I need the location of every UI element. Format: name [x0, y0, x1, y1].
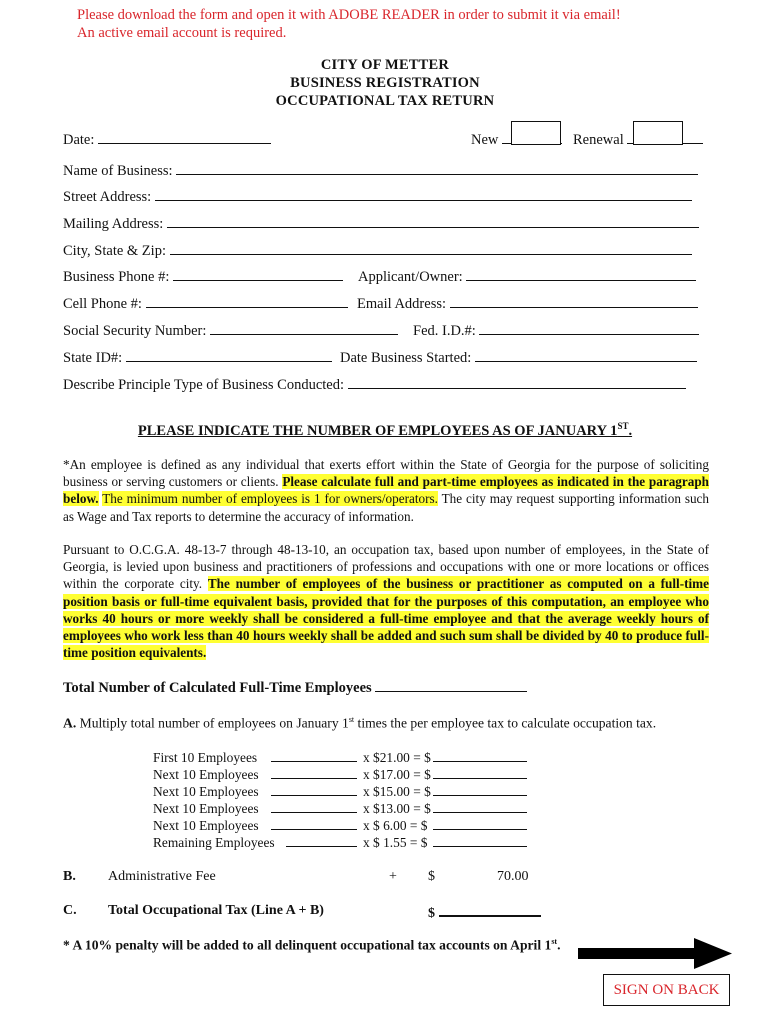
- email-address-field[interactable]: [450, 295, 698, 308]
- fed-id-label: Fed. I.D.#:: [413, 323, 476, 339]
- sign-on-back-button[interactable]: SIGN ON BACK: [603, 974, 730, 1006]
- ssn-field[interactable]: [210, 322, 398, 335]
- total-tax-label: Total Occupational Tax (Line A + B): [108, 903, 324, 918]
- state-id-label: State ID#:: [63, 350, 123, 366]
- employee-count-field[interactable]: [271, 784, 357, 796]
- ssn-label: Social Security Number:: [63, 323, 207, 339]
- tax-row: Next 10 Employees x $17.00 = $: [153, 766, 527, 783]
- form-title: OCCUPATIONAL TAX RETURN: [275, 93, 495, 109]
- date-label: Date:: [63, 132, 95, 148]
- tax-row: Remaining Employees x $ 1.55 = $: [153, 834, 527, 851]
- employee-count-field[interactable]: [271, 801, 357, 813]
- email-address-row: [357, 295, 698, 313]
- notice-line-1: Please download the form and open it with ADOBE READER in order to submit it via email!: [77, 7, 621, 23]
- city-state-zip-row: [63, 242, 692, 260]
- date-started-field[interactable]: [475, 349, 697, 362]
- applicant-owner-row: [358, 268, 696, 286]
- tax-row: First 10 Employees x $21.00 = $: [153, 749, 527, 766]
- new-checkbox[interactable]: [511, 121, 561, 145]
- street-address-field[interactable]: [155, 188, 692, 201]
- employee-count-field[interactable]: [271, 767, 357, 779]
- date-started-label: Date Business Started:: [340, 350, 472, 366]
- business-type-row: [63, 376, 686, 394]
- admin-fee-dollar: $: [428, 869, 435, 884]
- business-name-field[interactable]: [176, 162, 698, 175]
- employee-definition-paragraph: *An employee is defined as any individual that exerts effort within the State of Georgia for the purpose of soliciting business or serving customers or clients. Please calculate full and part-time employees as indicated in the paragraph below. The minimum number of employees is 1 for owners/operators. The city may request supporting information such as Wage and Tax reports to determine the accuracy of information.: [63, 457, 710, 524]
- tax-row: Next 10 Employees x $15.00 = $: [153, 783, 527, 800]
- tax-amount-field[interactable]: [433, 767, 527, 779]
- street-address-label: Street Address:: [63, 189, 152, 205]
- total-tax-field[interactable]: [439, 903, 541, 917]
- admin-fee-label: Administrative Fee: [108, 869, 216, 884]
- employees-heading: PLEASE INDICATE THE NUMBER OF EMPLOYEES AS OF JANUARY 1ST.: [137, 421, 633, 439]
- city-state-zip-field[interactable]: [170, 242, 692, 255]
- fed-id-row: [413, 322, 699, 340]
- form-subtitle: BUSINESS REGISTRATION: [290, 75, 480, 91]
- cell-phone-field[interactable]: [146, 295, 348, 308]
- line-c-letter: C.: [63, 903, 77, 918]
- total-employees-row: [63, 679, 527, 697]
- renewal-checkbox[interactable]: [633, 121, 683, 145]
- employee-count-field[interactable]: [271, 750, 357, 762]
- date-row: [63, 131, 271, 149]
- city-title: CITY OF METTER: [320, 57, 450, 73]
- total-employees-field[interactable]: [375, 679, 527, 692]
- occupation-tax-paragraph: Pursuant to O.C.G.A. 48-13-7 through 48-13-10, an occupation tax, based upon number of employees, in the State of Georgia, is levied upon business and practitioners of professions and occupations with one or more locations or offices within the corporate city. The number of employees of the business or practitioner as computed on a full-time position basis or full-time equivalent basis, provided that for the purposes of this computation, an employee who works 40 hours or more weekly shall be considered a full-time employee and that the average weekly hours of employees who work less than 40 hours weekly shall be added and such sum shall be divided by 40 to produce full-time position equivalents.: [63, 542, 710, 661]
- new-label: New: [471, 132, 499, 148]
- date-started-row: [340, 349, 697, 367]
- tax-row: Next 10 Employees x $13.00 = $: [153, 800, 527, 817]
- state-id-field[interactable]: [126, 349, 332, 362]
- admin-fee-amount: 70.00: [497, 869, 529, 884]
- mailing-address-row: [63, 215, 699, 233]
- business-name-row: [63, 162, 698, 180]
- applicant-owner-label: Applicant/Owner:: [358, 269, 463, 285]
- business-type-label: Describe Principle Type of Business Conducted:: [63, 377, 345, 393]
- tax-amount-field[interactable]: [433, 784, 527, 796]
- tax-amount-field[interactable]: [433, 835, 527, 847]
- tax-amount-field[interactable]: [433, 801, 527, 813]
- cell-phone-label: Cell Phone #:: [63, 296, 142, 312]
- line-b-letter: B.: [63, 869, 76, 884]
- notice-line-2: An active email account is required.: [77, 25, 287, 41]
- business-name-label: Name of Business:: [63, 163, 173, 179]
- penalty-note: * A 10% penalty will be added to all delinquent occupational tax accounts on April 1st.: [63, 937, 561, 953]
- street-address-row: [63, 188, 692, 206]
- applicant-owner-field[interactable]: [466, 268, 696, 281]
- line-a: A. Multiply total number of employees on January 1st times the per employee tax to calculate occupation tax.: [63, 715, 657, 731]
- right-arrow-icon: [578, 938, 732, 970]
- business-phone-row: [63, 268, 343, 286]
- employee-count-field[interactable]: [286, 835, 357, 847]
- mailing-address-label: Mailing Address:: [63, 216, 164, 232]
- fed-id-field[interactable]: [479, 322, 699, 335]
- cell-phone-row: [63, 295, 348, 313]
- tax-amount-field[interactable]: [433, 750, 527, 762]
- state-id-row: [63, 349, 332, 367]
- business-phone-field[interactable]: [173, 268, 343, 281]
- admin-fee-plus: +: [389, 869, 397, 884]
- renewal-label: Renewal: [573, 132, 624, 148]
- business-phone-label: Business Phone #:: [63, 269, 170, 285]
- mailing-address-field[interactable]: [167, 215, 699, 228]
- business-type-field[interactable]: [348, 376, 686, 389]
- total-tax-row: $: [428, 903, 541, 922]
- tax-amount-field[interactable]: [433, 818, 527, 830]
- email-address-label: Email Address:: [357, 296, 447, 312]
- tax-row: Next 10 Employees x $ 6.00 = $: [153, 817, 527, 834]
- total-employees-label: Total Number of Calculated Full-Time Employees: [63, 680, 372, 696]
- employee-count-field[interactable]: [271, 818, 357, 830]
- ssn-row: [63, 322, 398, 340]
- city-state-zip-label: City, State & Zip:: [63, 243, 166, 259]
- date-field[interactable]: [98, 131, 271, 144]
